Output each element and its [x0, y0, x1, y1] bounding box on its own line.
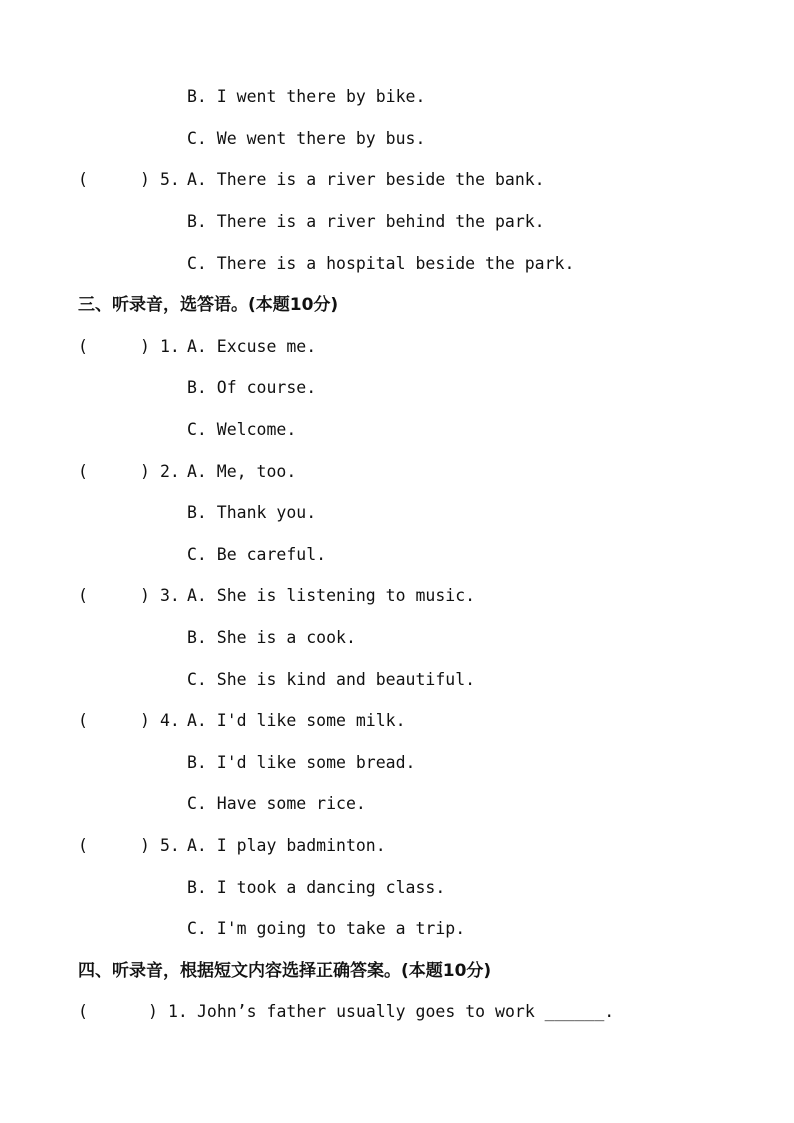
question-number: 2.: [160, 462, 180, 481]
answer-paren-open: (: [78, 170, 88, 189]
section-4-heading: 四、听录音，根据短文内容选择正确答案。(本题10分): [78, 961, 492, 981]
option-a: A. She is listening to music.: [187, 586, 476, 605]
answer-paren-open: (: [78, 462, 88, 481]
answer-paren-close: ): [140, 711, 150, 730]
answer-paren-open: (: [78, 836, 88, 855]
answer-paren-close: ): [140, 337, 150, 356]
option-b: B. I took a dancing class.: [187, 878, 446, 897]
option-a: A. Me, too.: [187, 462, 297, 481]
question-text: John’s father usually goes to work ______.: [197, 1002, 615, 1021]
answer-paren-close: ): [140, 462, 150, 481]
option-c: C. She is kind and beautiful.: [187, 670, 476, 689]
answer-paren-open: (: [78, 586, 88, 605]
option-c: C. Welcome.: [187, 420, 297, 439]
option-c: C. We went there by bus.: [187, 129, 426, 148]
answer-paren-open: (: [78, 711, 88, 730]
option-b: B. I'd like some bread.: [187, 753, 416, 772]
question-number: 4.: [160, 711, 180, 730]
answer-paren-close: ): [140, 836, 150, 855]
option-c: C. Be careful.: [187, 545, 327, 564]
section-3-heading: 三、听录音，选答语。(本题10分): [78, 295, 339, 315]
question-number: 1.: [168, 1002, 188, 1021]
option-a: A. Excuse me.: [187, 337, 317, 356]
option-b: B. She is a cook.: [187, 628, 356, 647]
option-c: C. I'm going to take a trip.: [187, 919, 466, 938]
question-number: 5.: [160, 170, 180, 189]
answer-paren-close: ): [140, 586, 150, 605]
option-b: B. Thank you.: [187, 503, 317, 522]
answer-paren-open: (: [78, 337, 88, 356]
answer-paren-open: (: [78, 1002, 88, 1021]
option-a: A. I play badminton.: [187, 836, 386, 855]
option-a: A. I'd like some milk.: [187, 711, 406, 730]
answer-paren-close: ): [140, 170, 150, 189]
answer-paren-close: ): [148, 1002, 158, 1021]
question-number: 1.: [160, 337, 180, 356]
option-c: C. Have some rice.: [187, 794, 366, 813]
option-c: C. There is a hospital beside the park.: [187, 254, 575, 273]
option-b: B. There is a river behind the park.: [187, 212, 545, 231]
option-b: B. Of course.: [187, 378, 317, 397]
question-number: 5.: [160, 836, 180, 855]
question-number: 3.: [160, 586, 180, 605]
option-a: A. There is a river beside the bank.: [187, 170, 545, 189]
option-b: B. I went there by bike.: [187, 87, 426, 106]
